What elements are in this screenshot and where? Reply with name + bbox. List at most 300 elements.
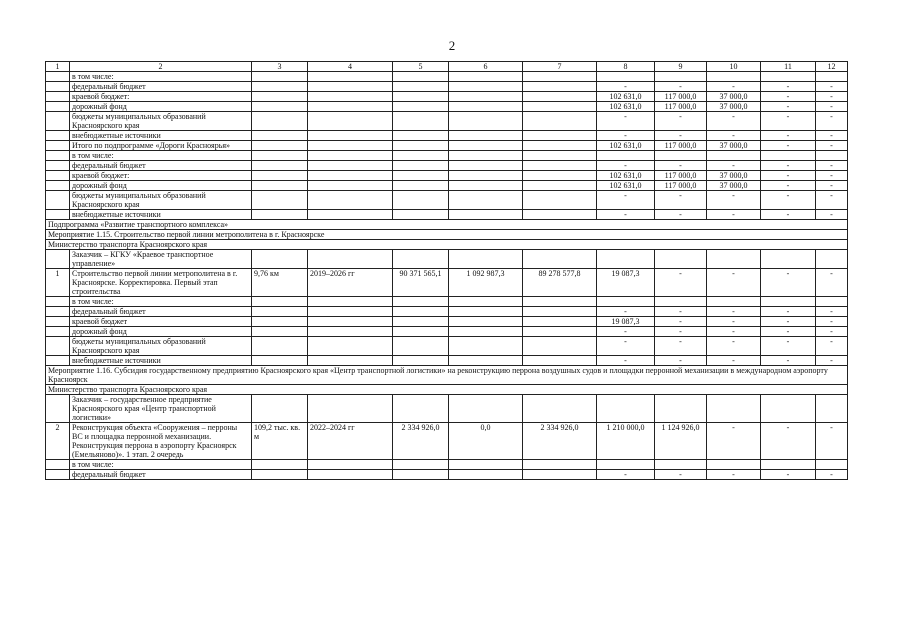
- table-cell: [46, 327, 70, 337]
- table-cell: 2 334 926,0: [523, 423, 597, 460]
- table-cell: 89 278 577,8: [523, 269, 597, 297]
- table-cell: [523, 141, 597, 151]
- table-cell: -: [707, 131, 761, 141]
- row-label: дорожный фонд: [70, 102, 252, 112]
- table-row: [46, 112, 848, 131]
- table-cell: 37 000,0: [707, 102, 761, 112]
- table-cell: [523, 171, 597, 181]
- table-cell: [393, 210, 449, 220]
- table-cell: -: [707, 337, 761, 356]
- table-cell: -: [761, 423, 816, 460]
- table-cell: -: [816, 317, 848, 327]
- table-cell: [523, 191, 597, 210]
- table-cell: [393, 72, 449, 82]
- table-cell: -: [707, 269, 761, 297]
- table-cell: [252, 191, 308, 210]
- table-cell: [46, 141, 70, 151]
- table-cell: -: [761, 181, 816, 191]
- table-row: [46, 307, 848, 317]
- table-cell: [449, 141, 523, 151]
- table-cell: -: [655, 269, 707, 297]
- table-cell: 1: [46, 269, 70, 297]
- table-cell: [46, 102, 70, 112]
- table-cell: [252, 460, 308, 470]
- table-cell: [46, 131, 70, 141]
- table-cell: [707, 395, 761, 423]
- table-row: [46, 395, 848, 423]
- row-label: Заказчик – КГКУ «Краевое транспортное управление»: [70, 250, 252, 269]
- table-cell: [449, 470, 523, 480]
- table-cell: 90 371 565,1: [393, 269, 449, 297]
- table-cell: 102 631,0: [597, 181, 655, 191]
- table-cell: [816, 151, 848, 161]
- table-row: [46, 297, 848, 307]
- table-cell: -: [707, 356, 761, 366]
- table-cell: -: [816, 327, 848, 337]
- table-cell: [523, 356, 597, 366]
- table-cell: [252, 171, 308, 181]
- table-cell: 117 000,0: [655, 181, 707, 191]
- table-cell: -: [816, 356, 848, 366]
- table-cell: [308, 161, 393, 171]
- table-cell: 19 087,3: [597, 317, 655, 327]
- table-cell: [46, 82, 70, 92]
- section-row: [46, 220, 848, 230]
- table-cell: [252, 317, 308, 327]
- table-row: [46, 210, 848, 220]
- table-cell: [393, 470, 449, 480]
- row-label: Строительство первой линии метрополитена в г. Красноярске. Корректировка. Первый этап строительства: [70, 269, 252, 297]
- section-title: Мероприятие 1.16. Субсидия государственному предприятию Красноярского края «Центр транспортной логистики» на реконструкцию перрона воздушных судов и площадки перронной механизации в международном аэропорту Красноярск: [46, 366, 848, 385]
- table-cell: [308, 356, 393, 366]
- table-cell: [46, 337, 70, 356]
- table-cell: -: [655, 337, 707, 356]
- table-cell: -: [597, 191, 655, 210]
- table-cell: [523, 131, 597, 141]
- table-cell: -: [761, 161, 816, 171]
- table-cell: [523, 181, 597, 191]
- table-cell: [252, 92, 308, 102]
- table-cell: -: [816, 171, 848, 181]
- table-cell: [308, 395, 393, 423]
- table-cell: -: [655, 131, 707, 141]
- table-cell: [46, 356, 70, 366]
- table-cell: 2019–2026 гг: [308, 269, 393, 297]
- table-cell: [46, 210, 70, 220]
- table-cell: [523, 151, 597, 161]
- column-header: 4: [308, 62, 393, 72]
- table-cell: [707, 250, 761, 269]
- table-cell: [46, 161, 70, 171]
- table-cell: -: [707, 307, 761, 317]
- table-cell: [761, 395, 816, 423]
- table-cell: [252, 131, 308, 141]
- table-cell: -: [655, 210, 707, 220]
- table-cell: 109,2 тыс. кв. м: [252, 423, 308, 460]
- table-cell: -: [761, 307, 816, 317]
- table-cell: [393, 356, 449, 366]
- table-row: [46, 92, 848, 102]
- table-cell: [393, 297, 449, 307]
- column-header: 8: [597, 62, 655, 72]
- table-cell: [597, 250, 655, 269]
- table-cell: [252, 82, 308, 92]
- table-cell: [308, 141, 393, 151]
- table-cell: [449, 161, 523, 171]
- table-cell: -: [597, 356, 655, 366]
- table-cell: -: [655, 191, 707, 210]
- table-cell: 1 210 000,0: [597, 423, 655, 460]
- table-cell: [761, 72, 816, 82]
- table-cell: 1 124 926,0: [655, 423, 707, 460]
- table-cell: -: [761, 141, 816, 151]
- table-cell: [308, 337, 393, 356]
- table-cell: -: [707, 327, 761, 337]
- table-row: [46, 102, 848, 112]
- table-cell: -: [761, 317, 816, 327]
- table-cell: [308, 297, 393, 307]
- table-cell: -: [816, 210, 848, 220]
- table-cell: [46, 191, 70, 210]
- table-row: [46, 327, 848, 337]
- table-cell: [523, 460, 597, 470]
- table-cell: -: [655, 82, 707, 92]
- table-cell: -: [707, 161, 761, 171]
- table-cell: 37 000,0: [707, 92, 761, 102]
- table-cell: 102 631,0: [597, 141, 655, 151]
- column-header: 3: [252, 62, 308, 72]
- table-cell: 1 092 987,3: [449, 269, 523, 297]
- table-cell: [523, 161, 597, 171]
- table-cell: [761, 460, 816, 470]
- table-cell: [816, 395, 848, 423]
- table-cell: [308, 191, 393, 210]
- column-header: 5: [393, 62, 449, 72]
- table-cell: [393, 161, 449, 171]
- table-cell: [46, 151, 70, 161]
- table-cell: [46, 307, 70, 317]
- table-cell: [449, 327, 523, 337]
- table-cell: -: [816, 269, 848, 297]
- table-cell: -: [816, 191, 848, 210]
- table-cell: [449, 317, 523, 327]
- row-label: бюджеты муниципальных образований Красноярского края: [70, 191, 252, 210]
- table-cell: -: [761, 210, 816, 220]
- budget-table: [45, 61, 848, 480]
- table-cell: [308, 181, 393, 191]
- table-cell: 2 334 926,0: [393, 423, 449, 460]
- table-cell: 2022–2024 гг: [308, 423, 393, 460]
- row-label: федеральный бюджет: [70, 307, 252, 317]
- table-cell: [449, 337, 523, 356]
- table-cell: [816, 72, 848, 82]
- table-cell: [252, 337, 308, 356]
- table-row: [46, 460, 848, 470]
- row-label: Заказчик – государственное предприятие Красноярского края «Центр транспортной логистики»: [70, 395, 252, 423]
- table-cell: [308, 460, 393, 470]
- section-title: Министерство транспорта Красноярского края: [46, 240, 848, 250]
- column-header: 11: [761, 62, 816, 72]
- table-cell: [252, 112, 308, 131]
- table-cell: [46, 395, 70, 423]
- row-label: в том числе:: [70, 151, 252, 161]
- table-cell: [308, 317, 393, 327]
- column-header: 2: [70, 62, 252, 72]
- table-cell: [707, 460, 761, 470]
- table-cell: [449, 181, 523, 191]
- table-cell: [308, 327, 393, 337]
- table-cell: [308, 72, 393, 82]
- section-row: [46, 385, 848, 395]
- table-cell: -: [655, 317, 707, 327]
- table-cell: [252, 72, 308, 82]
- table-cell: [308, 102, 393, 112]
- column-header: 12: [816, 62, 848, 72]
- page-number: 2: [448, 38, 456, 53]
- table-cell: [523, 297, 597, 307]
- table-cell: [523, 82, 597, 92]
- table-cell: 0,0: [449, 423, 523, 460]
- table-cell: -: [707, 82, 761, 92]
- table-cell: [655, 395, 707, 423]
- table-cell: 2: [46, 423, 70, 460]
- table-cell: -: [761, 470, 816, 480]
- table-row: [46, 317, 848, 327]
- table-cell: [449, 460, 523, 470]
- table-cell: -: [761, 82, 816, 92]
- table-cell: [655, 460, 707, 470]
- table-cell: [449, 112, 523, 131]
- table-cell: [449, 82, 523, 92]
- table-row: [46, 131, 848, 141]
- row-label: в том числе:: [70, 297, 252, 307]
- table-cell: 102 631,0: [597, 102, 655, 112]
- table-cell: [393, 92, 449, 102]
- table-cell: [308, 470, 393, 480]
- row-label: федеральный бюджет: [70, 470, 252, 480]
- table-cell: [252, 250, 308, 269]
- table-cell: [523, 102, 597, 112]
- table-cell: [449, 395, 523, 423]
- table-cell: [252, 470, 308, 480]
- table-cell: [393, 131, 449, 141]
- table-cell: [393, 327, 449, 337]
- table-cell: [597, 72, 655, 82]
- table-cell: [252, 210, 308, 220]
- table-cell: [761, 151, 816, 161]
- table-cell: [252, 161, 308, 171]
- section-row: [46, 230, 848, 240]
- table-cell: [393, 250, 449, 269]
- table-cell: -: [597, 161, 655, 171]
- table-cell: 117 000,0: [655, 171, 707, 181]
- table-cell: [393, 337, 449, 356]
- table-cell: [523, 327, 597, 337]
- table-row: [46, 82, 848, 92]
- table-cell: -: [707, 210, 761, 220]
- table-cell: -: [655, 307, 707, 317]
- row-label: внебюджетные источники: [70, 356, 252, 366]
- row-label: бюджеты муниципальных образований Красноярского края: [70, 112, 252, 131]
- table-cell: [252, 141, 308, 151]
- table-cell: -: [707, 317, 761, 327]
- table-cell: [523, 307, 597, 317]
- table-cell: [252, 297, 308, 307]
- table-cell: [597, 297, 655, 307]
- table-row: [46, 250, 848, 269]
- table-cell: -: [816, 131, 848, 141]
- table-cell: 19 087,3: [597, 269, 655, 297]
- table-cell: 102 631,0: [597, 92, 655, 102]
- table-cell: [597, 460, 655, 470]
- table-cell: [393, 191, 449, 210]
- row-label: бюджеты муниципальных образований Красноярского края: [70, 337, 252, 356]
- table-cell: [393, 82, 449, 92]
- table-cell: [523, 337, 597, 356]
- table-cell: -: [597, 210, 655, 220]
- table-cell: [449, 131, 523, 141]
- table-cell: -: [816, 470, 848, 480]
- table-cell: [393, 112, 449, 131]
- table-cell: -: [761, 92, 816, 102]
- table-cell: -: [707, 191, 761, 210]
- table-cell: [46, 460, 70, 470]
- column-header: 10: [707, 62, 761, 72]
- table-cell: 9,76 км: [252, 269, 308, 297]
- table-cell: -: [816, 423, 848, 460]
- table-cell: [523, 72, 597, 82]
- table-cell: -: [816, 112, 848, 131]
- table-cell: [449, 297, 523, 307]
- row-label: федеральный бюджет: [70, 82, 252, 92]
- table-cell: -: [816, 337, 848, 356]
- table-cell: -: [816, 102, 848, 112]
- table-cell: [308, 82, 393, 92]
- table-cell: [449, 151, 523, 161]
- table-row: [46, 269, 848, 297]
- table-cell: [308, 307, 393, 317]
- row-label: Реконструкция объекта «Сооружения – перроны ВС и площадка перронной механизации. Реконструкция перрона в аэропорту Красноярск (Емельяново)». 1 этап. 2 очередь: [70, 423, 252, 460]
- table-cell: [761, 250, 816, 269]
- table-cell: [655, 72, 707, 82]
- table-cell: -: [761, 171, 816, 181]
- table-cell: [308, 131, 393, 141]
- table-cell: [308, 92, 393, 102]
- table-cell: -: [597, 327, 655, 337]
- table-cell: [393, 181, 449, 191]
- row-label: федеральный бюджет: [70, 161, 252, 171]
- table-cell: [308, 171, 393, 181]
- section-title: Мероприятие 1.15. Строительство первой линии метрополитена в г. Красноярске: [46, 230, 848, 240]
- table-cell: [523, 395, 597, 423]
- table-row: [46, 151, 848, 161]
- table-cell: [252, 102, 308, 112]
- table-cell: -: [655, 112, 707, 131]
- table-cell: [252, 356, 308, 366]
- table-cell: [449, 72, 523, 82]
- table-row: [46, 470, 848, 480]
- column-header: 1: [46, 62, 70, 72]
- table-cell: [46, 470, 70, 480]
- table-cell: 117 000,0: [655, 92, 707, 102]
- table-row: [46, 161, 848, 171]
- table-cell: -: [761, 269, 816, 297]
- column-header: 6: [449, 62, 523, 72]
- table-cell: [46, 92, 70, 102]
- table-cell: -: [761, 131, 816, 141]
- row-label: в том числе:: [70, 460, 252, 470]
- table-cell: 37 000,0: [707, 141, 761, 151]
- table-cell: [46, 181, 70, 191]
- table-cell: [707, 151, 761, 161]
- table-cell: [252, 181, 308, 191]
- table-cell: -: [816, 82, 848, 92]
- row-label: внебюджетные источники: [70, 131, 252, 141]
- table-cell: -: [655, 161, 707, 171]
- table-cell: [523, 112, 597, 131]
- table-cell: -: [816, 161, 848, 171]
- table-cell: 117 000,0: [655, 141, 707, 151]
- table-cell: [46, 72, 70, 82]
- table-row: [46, 423, 848, 460]
- table-cell: -: [707, 423, 761, 460]
- table-cell: -: [816, 307, 848, 317]
- table-cell: [707, 72, 761, 82]
- table-cell: [46, 112, 70, 131]
- table-cell: -: [597, 470, 655, 480]
- table-cell: [393, 307, 449, 317]
- table-cell: [393, 171, 449, 181]
- table-cell: -: [761, 112, 816, 131]
- table-cell: -: [816, 92, 848, 102]
- table-cell: [252, 151, 308, 161]
- table-cell: -: [761, 191, 816, 210]
- row-label: краевой бюджет:: [70, 171, 252, 181]
- table-cell: [252, 395, 308, 423]
- table-cell: [449, 356, 523, 366]
- row-label: дорожный фонд: [70, 181, 252, 191]
- table-cell: -: [655, 327, 707, 337]
- table-cell: [523, 470, 597, 480]
- row-label: в том числе:: [70, 72, 252, 82]
- table-cell: [393, 395, 449, 423]
- table-cell: 37 000,0: [707, 181, 761, 191]
- table-cell: [523, 210, 597, 220]
- table-cell: [655, 297, 707, 307]
- table-cell: [393, 460, 449, 470]
- table-cell: [655, 250, 707, 269]
- table-cell: [46, 250, 70, 269]
- table-cell: 117 000,0: [655, 102, 707, 112]
- table-row: [46, 337, 848, 356]
- table-cell: [597, 151, 655, 161]
- table-cell: -: [597, 337, 655, 356]
- table-cell: [308, 250, 393, 269]
- section-title: Министерство транспорта Красноярского края: [46, 385, 848, 395]
- table-cell: [449, 250, 523, 269]
- table-cell: [816, 250, 848, 269]
- table-cell: [449, 191, 523, 210]
- table-cell: -: [816, 181, 848, 191]
- table-cell: [449, 307, 523, 317]
- table-cell: [523, 92, 597, 102]
- table-cell: [308, 112, 393, 131]
- table-cell: -: [597, 307, 655, 317]
- table-cell: [449, 92, 523, 102]
- table-cell: [252, 327, 308, 337]
- table-row: [46, 171, 848, 181]
- table-cell: [816, 460, 848, 470]
